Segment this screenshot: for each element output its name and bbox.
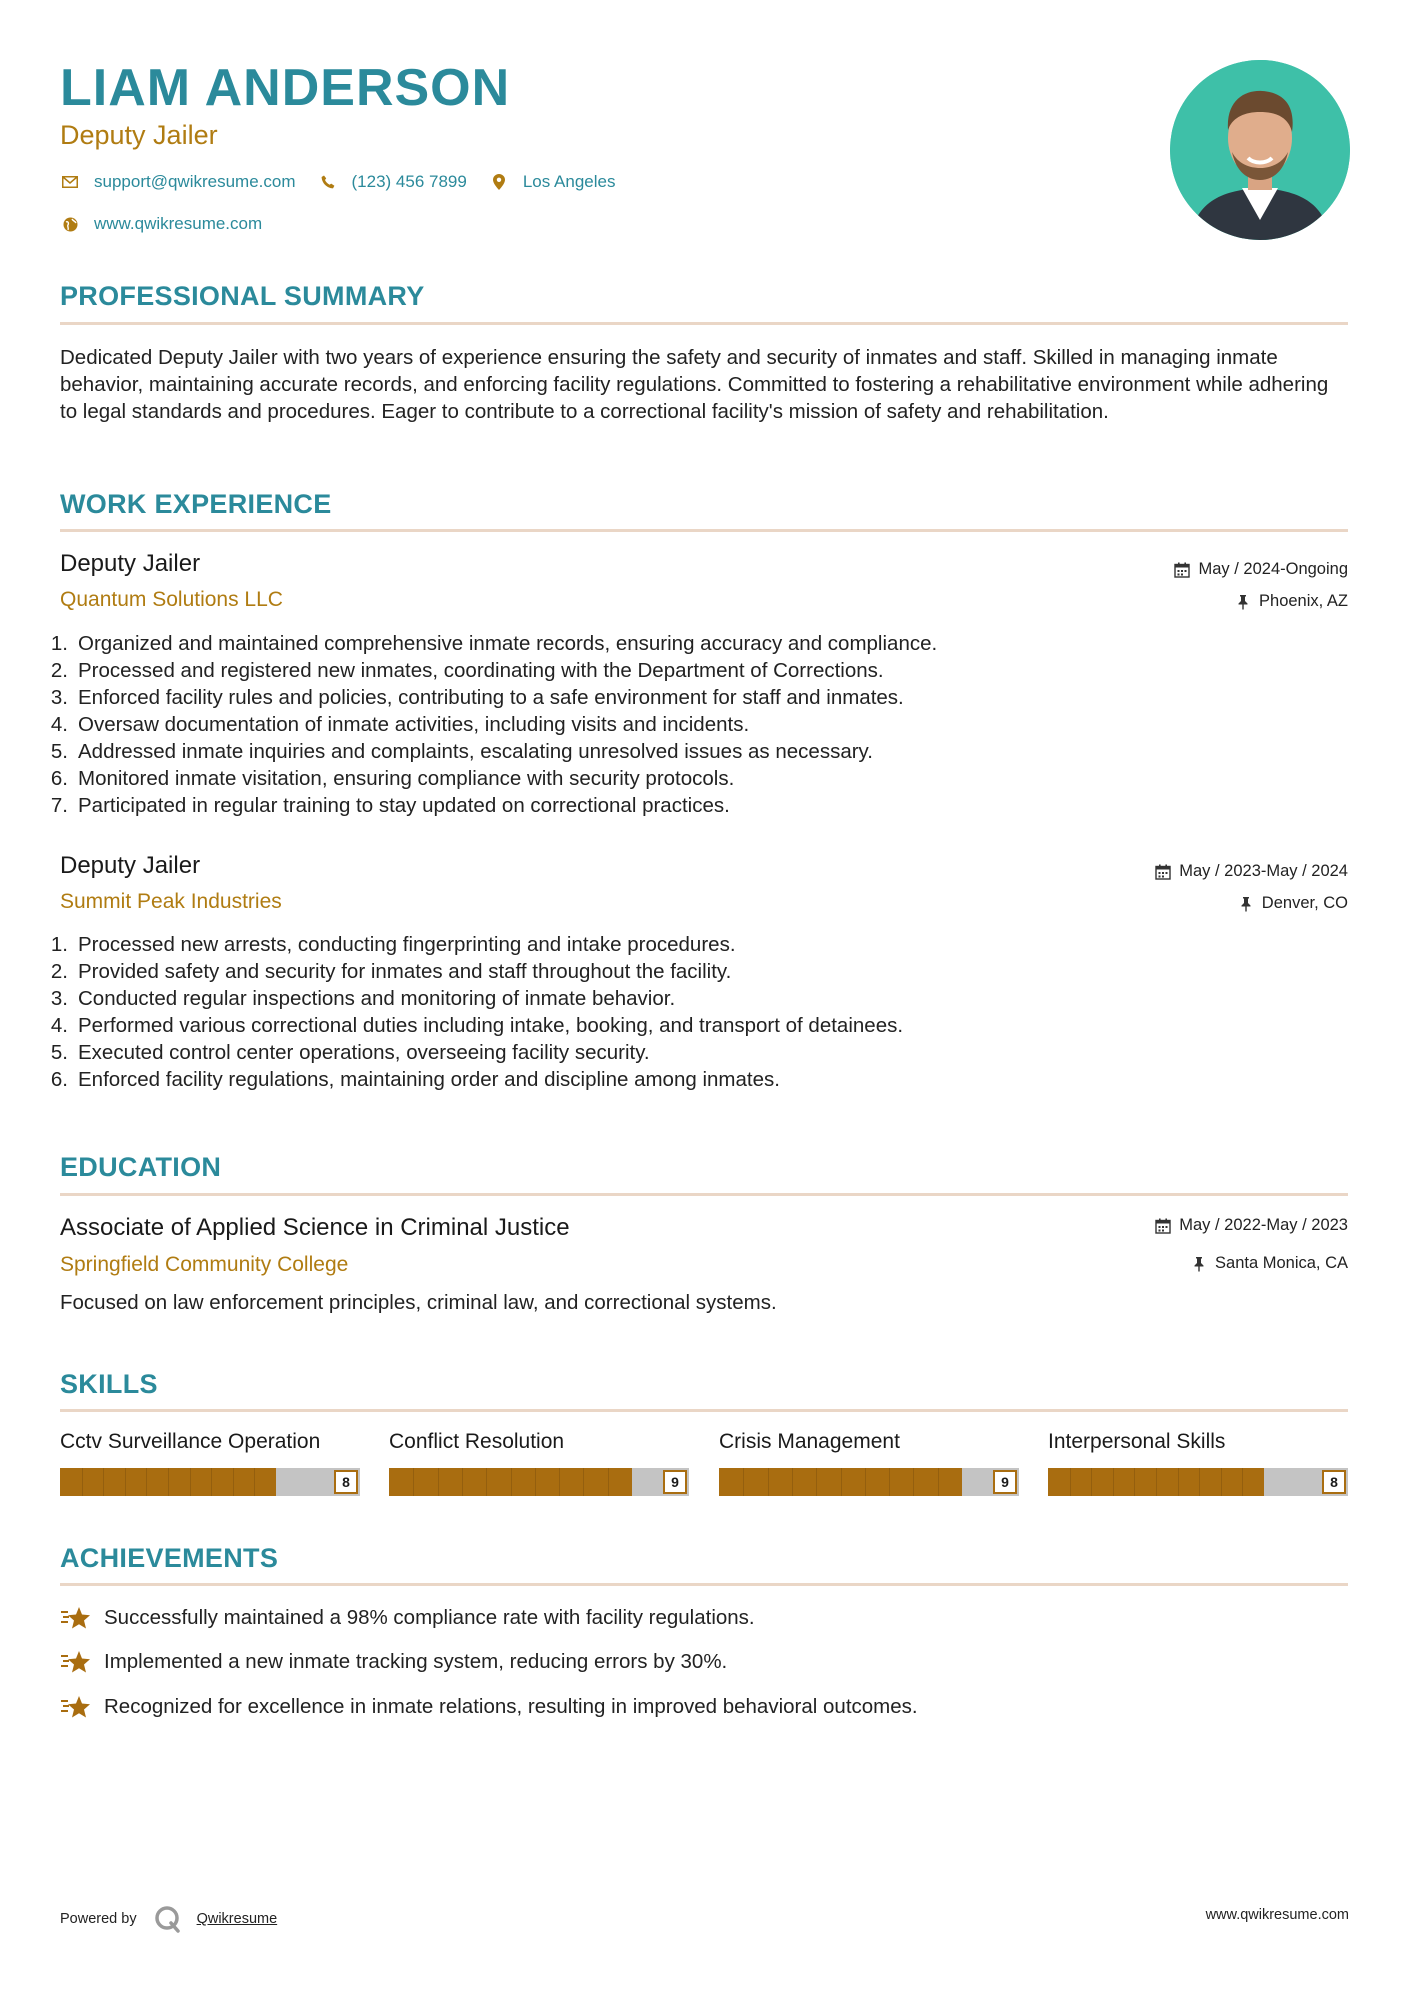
section-divider xyxy=(60,1409,1348,1412)
contact-email[interactable]: support@qwikresume.com xyxy=(60,172,296,192)
achievement-item: Implemented a new inmate tracking system, reducing errors by 30%. xyxy=(60,1649,727,1675)
skill-bar-segment xyxy=(146,1468,147,1496)
achievements-heading: ACHIEVEMENTS xyxy=(60,1543,279,1573)
skill-bar-segment xyxy=(438,1468,439,1496)
skill-bar xyxy=(1048,1468,1348,1496)
job-bullets xyxy=(50,931,1350,1093)
achievement-item: Recognized for excellence in inmate relations, resulting in improved behavioral outcomes. xyxy=(60,1694,918,1720)
contact-website[interactable]: www.qwikresume.com xyxy=(60,214,262,234)
skill-bar-segment xyxy=(125,1468,126,1496)
skill-bar-segment xyxy=(190,1468,191,1496)
skill-bar-segment xyxy=(254,1468,255,1496)
skill-bar-segment xyxy=(511,1468,512,1496)
skill-name: Cctv Surveillance Operation xyxy=(60,1430,321,1453)
job-bullets xyxy=(50,630,1350,819)
star-icon xyxy=(60,1605,92,1631)
skill-bar-segment xyxy=(103,1468,104,1496)
skill-bar-segment xyxy=(535,1468,536,1496)
star-icon xyxy=(60,1694,92,1720)
job-company: Summit Peak Industries xyxy=(60,890,282,913)
phone-icon xyxy=(318,172,338,192)
summary-heading: PROFESSIONAL SUMMARY xyxy=(60,281,425,311)
skill-score: 9 xyxy=(993,1470,1017,1494)
skill-bar-segment xyxy=(413,1468,414,1496)
skill-bar-segment xyxy=(1199,1468,1200,1496)
calendar-icon xyxy=(1155,1218,1171,1234)
skill-bar-segment xyxy=(768,1468,769,1496)
job-title: Deputy Jailer xyxy=(60,852,201,879)
pushpin-icon xyxy=(1238,896,1254,912)
job-location: Phoenix, AZ xyxy=(1235,592,1348,611)
footer-brand-link[interactable]: Qwikresume xyxy=(196,1911,278,1927)
skill-item xyxy=(1048,1430,1348,1496)
skill-bar xyxy=(389,1468,689,1496)
contact-row-2 xyxy=(60,214,284,234)
contact-row xyxy=(60,172,637,192)
skill-bar-segment xyxy=(1178,1468,1179,1496)
skill-bar-segment xyxy=(82,1468,83,1496)
qwikresume-logo-icon xyxy=(153,1904,183,1934)
skill-bar-segment xyxy=(1156,1468,1157,1496)
skill-bar-segment xyxy=(1070,1468,1071,1496)
list-item: 5. Executed control center operations, overseeing facility security. xyxy=(50,1041,650,1064)
list-item: 3. Conducted regular inspections and monitoring of inmate behavior. xyxy=(50,987,676,1010)
calendar-icon xyxy=(1155,864,1171,880)
list-item: 4. Performed various correctional duties including intake, booking, and transport of detainees. xyxy=(50,1014,904,1037)
list-item: 4. Oversaw documentation of inmate activities, including visits and incidents. xyxy=(50,713,750,736)
skill-name: Crisis Management xyxy=(719,1430,900,1453)
skill-bar-segment xyxy=(1221,1468,1222,1496)
skill-bar-segment xyxy=(168,1468,169,1496)
skill-name: Interpersonal Skills xyxy=(1048,1430,1226,1453)
candidate-role: Deputy Jailer xyxy=(60,120,218,150)
experience-heading: WORK EXPERIENCE xyxy=(60,489,332,519)
pushpin-icon xyxy=(1191,1256,1207,1272)
skill-bar-segment xyxy=(211,1468,212,1496)
skill-score: 8 xyxy=(1322,1470,1346,1494)
skill-bar-segment xyxy=(1134,1468,1135,1496)
skill-item xyxy=(719,1430,1019,1496)
section-divider xyxy=(60,529,1348,532)
skill-bar-segment xyxy=(1242,1468,1243,1496)
skill-bar-segment xyxy=(792,1468,793,1496)
skill-item xyxy=(389,1430,689,1496)
job-title: Deputy Jailer xyxy=(60,550,201,577)
list-item: 1. Processed new arrests, conducting fingerprinting and intake procedures. xyxy=(50,933,736,956)
skill-bar-segment xyxy=(486,1468,487,1496)
education-dates: May / 2022-May / 2023 xyxy=(1155,1216,1348,1235)
skill-bar-segment xyxy=(1091,1468,1092,1496)
skill-bar xyxy=(719,1468,1019,1496)
list-item: 2. Processed and registered new inmates, coordinating with the Department of Corrections. xyxy=(50,659,884,682)
list-item: 6. Monitored inmate visitation, ensuring compliance with security protocols. xyxy=(50,767,735,790)
job-location: Denver, CO xyxy=(1238,894,1348,913)
skill-item xyxy=(60,1430,360,1496)
map-pin-icon xyxy=(489,172,509,192)
list-item: 5. Addressed inmate inquiries and complaints, escalating unresolved issues as necessary. xyxy=(50,740,873,763)
skills-heading: SKILLS xyxy=(60,1369,158,1399)
school-name: Springfield Community College xyxy=(60,1253,349,1276)
calendar-icon xyxy=(1174,562,1190,578)
job-dates: May / 2023-May / 2024 xyxy=(1155,862,1348,881)
candidate-name: LIAM ANDERSON xyxy=(60,59,511,117)
skill-bar-segment xyxy=(841,1468,842,1496)
list-item: 6. Enforced facility regulations, maintaining order and discipline among inmates. xyxy=(50,1068,780,1091)
education-location: Santa Monica, CA xyxy=(1191,1254,1348,1273)
skill-bar-segment xyxy=(913,1468,914,1496)
skill-bar-segment xyxy=(1113,1468,1114,1496)
contact-phone[interactable]: (123) 456 7899 xyxy=(318,172,467,192)
achievement-item: Successfully maintained a 98% compliance rate with facility regulations. xyxy=(60,1605,755,1631)
job-dates: May / 2024-Ongoing xyxy=(1174,560,1348,579)
contact-location: Los Angeles xyxy=(489,172,616,192)
skill-name: Conflict Resolution xyxy=(389,1430,565,1453)
skill-bar-segment xyxy=(233,1468,234,1496)
skill-score: 9 xyxy=(663,1470,687,1494)
list-item: 1. Organized and maintained comprehensive inmate records, ensuring accuracy and compliance. xyxy=(50,632,938,655)
skill-bar xyxy=(60,1468,360,1496)
star-icon xyxy=(60,1649,92,1675)
job-company: Quantum Solutions LLC xyxy=(60,588,283,611)
section-divider xyxy=(60,1583,1348,1586)
list-item: 2. Provided safety and security for inmates and staff throughout the facility. xyxy=(50,960,732,983)
section-divider xyxy=(60,322,1348,325)
skill-bar-segment xyxy=(608,1468,609,1496)
skill-bar-segment xyxy=(938,1468,939,1496)
skill-bar-segment xyxy=(583,1468,584,1496)
globe-icon xyxy=(60,214,80,234)
skill-bar-segment xyxy=(816,1468,817,1496)
list-item: 3. Enforced facility rules and policies, contributing to a safe environment for staff and inmates. xyxy=(50,686,904,709)
skill-bar-segment xyxy=(462,1468,463,1496)
skill-bar-segment xyxy=(865,1468,866,1496)
profile-photo xyxy=(1170,60,1350,240)
education-heading: EDUCATION xyxy=(60,1152,222,1182)
summary-text: Dedicated Deputy Jailer with two years of experience ensuring the safety and security of inmates and staff. Skilled in managing inmate behavior, maintaining accurate records, and enforcing facility regulations. Committed to fostering a rehabilitative environment while adhering to legal standards and procedures. Eager to contribute to a correctional facility's mission of safety and rehabilitation. xyxy=(60,346,1329,423)
skill-bar-segment xyxy=(889,1468,890,1496)
list-item: 7. Participated in regular training to stay updated on correctional practices. xyxy=(50,794,730,817)
education-description: Focused on law enforcement principles, criminal law, and correctional systems. xyxy=(60,1291,777,1314)
envelope-icon xyxy=(60,172,80,192)
skill-score: 8 xyxy=(334,1470,358,1494)
degree-title: Associate of Applied Science in Criminal Justice xyxy=(60,1214,570,1241)
footer-website[interactable]: www.qwikresume.com xyxy=(1205,1907,1349,1923)
skill-bar-segment xyxy=(559,1468,560,1496)
section-divider xyxy=(60,1193,1348,1196)
footer-powered-by: Powered by Qwikresume xyxy=(60,1904,277,1934)
skill-bar-segment xyxy=(743,1468,744,1496)
pushpin-icon xyxy=(1235,594,1251,610)
